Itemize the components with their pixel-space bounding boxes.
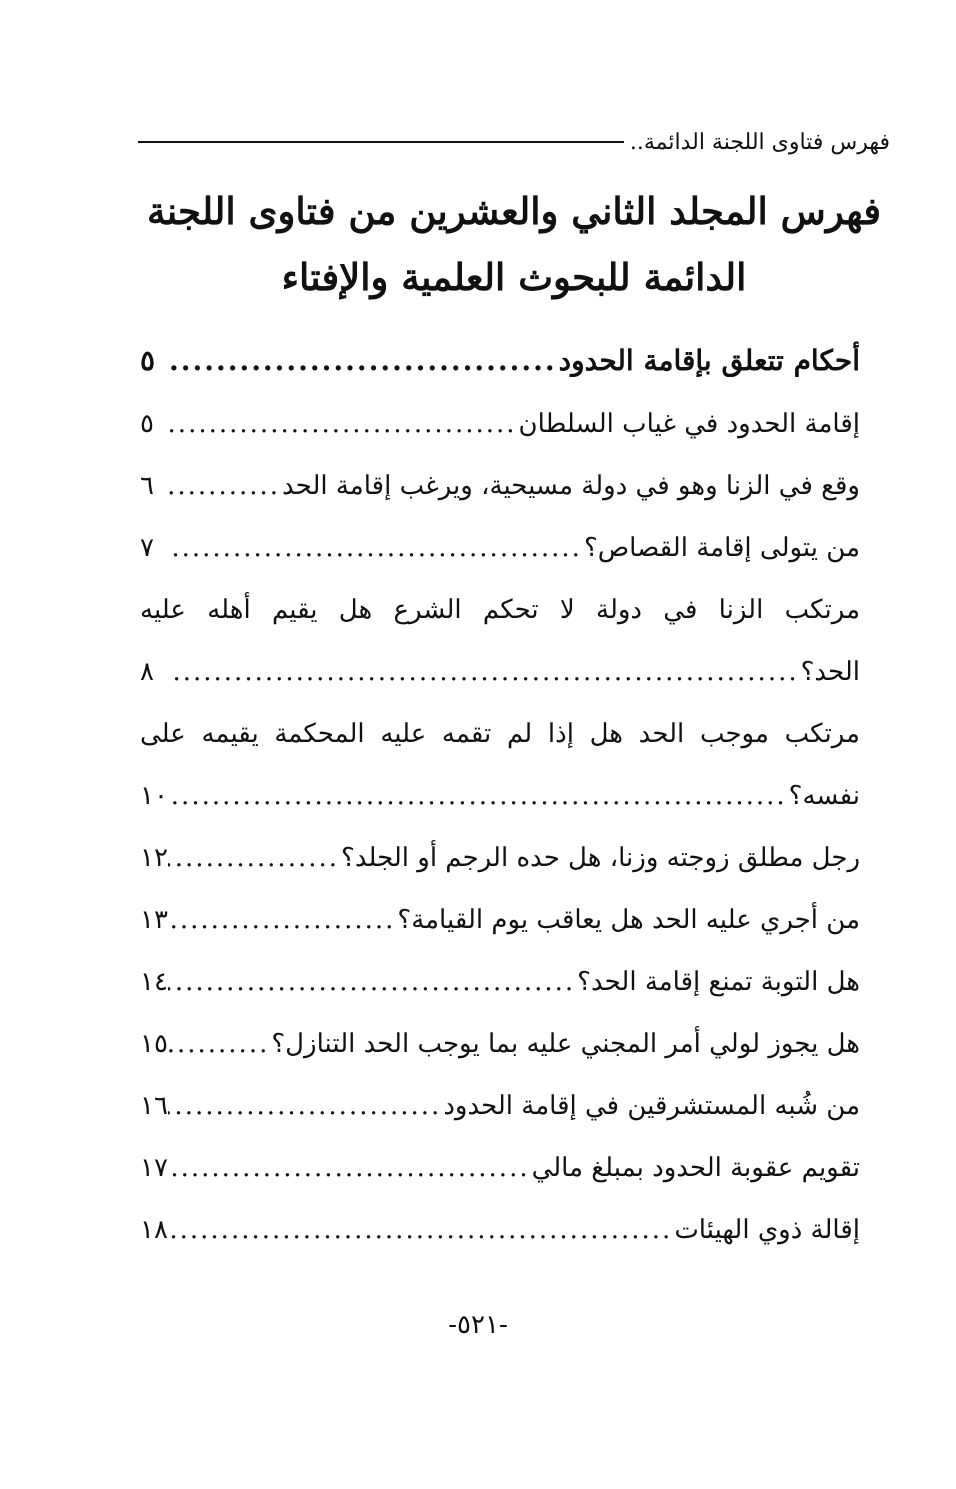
toc-page-number: ١٨ [140, 1215, 168, 1245]
dot-leader [168, 533, 584, 563]
dot-leader [168, 967, 577, 997]
dot-leader [168, 905, 397, 935]
toc-entry-text: من شُبه المستشرقين في إقامة الحدود [443, 1091, 860, 1121]
toc-entry-text: أحكام تتعلق بإقامة الحدود [558, 344, 860, 377]
toc-page-number: ١٠ [140, 781, 168, 811]
running-header-text: فهرس فتاوى اللجنة الدائمة.. [629, 129, 890, 155]
dot-leader [168, 344, 559, 377]
toc-entry-text: رجل مطلق زوجته وزنا، هل حده الرجم أو الجلد؟ [341, 843, 860, 873]
toc-page-number: ٥ [140, 409, 154, 439]
toc-entry-text: مرتكب موجب الحد هل إذا لم تقمه عليه المحكمة يقيمه على [140, 719, 860, 749]
table-of-contents [140, 315, 860, 1245]
toc-entry-text: إقامة الحدود في غياب السلطان [518, 409, 860, 439]
dot-leader [168, 1091, 443, 1121]
dot-leader [168, 1029, 271, 1059]
dot-leader [168, 1215, 674, 1245]
toc-entry-text: مرتكب الزنا في دولة لا تحكم الشرع هل يقيم أهله عليه [140, 595, 860, 625]
running-header-rule [138, 141, 624, 143]
toc-page-number: ١٣ [140, 905, 168, 935]
index-title [138, 178, 890, 310]
toc-page-number: ٦ [140, 471, 154, 501]
toc-page-number: ١٧ [140, 1153, 168, 1183]
toc-entry-first-line [140, 687, 860, 749]
toc-entry-text: تقويم عقوبة الحدود بمبلغ مالي [531, 1153, 860, 1183]
dot-leader [168, 657, 801, 687]
toc-page-number: ١٦ [140, 1091, 168, 1121]
toc-page-number: ٧ [140, 533, 154, 563]
index-title-line-2: الدائمة للبحوث العلمية والإفتاء [281, 255, 747, 299]
dot-leader [168, 471, 282, 501]
toc-entry-text: وقع في الزنا وهو في دولة مسيحية، ويرغب إقامة الحد [282, 471, 860, 501]
dot-leader [168, 409, 519, 439]
toc-entry [140, 997, 860, 1059]
dot-leader [168, 843, 341, 873]
toc-page-number: ١٢ [140, 843, 168, 873]
dot-leader [168, 1153, 532, 1183]
toc-entry [140, 1059, 860, 1121]
toc-entry-text: من أجري عليه الحد هل يعاقب يوم القيامة؟ [397, 905, 860, 935]
toc-entry-continuation [140, 625, 860, 687]
toc-entry [140, 1121, 860, 1183]
running-header [138, 122, 890, 162]
dot-leader [168, 781, 789, 811]
toc-entry-text: الحد؟ [800, 657, 860, 687]
index-title-line-1: فهرس المجلد الثاني والعشرين من فتاوى اللجنة [146, 189, 882, 233]
page-number-footer: -٥٢١- [448, 1310, 508, 1340]
toc-entry [140, 377, 860, 439]
toc-entry-text: إقالة ذوي الهيئات [674, 1215, 860, 1245]
toc-entry-first-line [140, 563, 860, 625]
toc-entry [140, 439, 860, 501]
toc-page-number: ١٥ [140, 1029, 168, 1059]
toc-page-number: ٥ [140, 344, 156, 377]
toc-section-heading [140, 315, 860, 377]
toc-entry-text: نفسه؟ [788, 781, 860, 811]
toc-entry [140, 873, 860, 935]
toc-entry [140, 935, 860, 997]
toc-page-number: ٨ [140, 657, 154, 687]
toc-entry-text: هل التوبة تمنع إقامة الحد؟ [577, 967, 860, 997]
toc-entry-text: هل يجوز لولي أمر المجني عليه بما يوجب الحد التنازل؟ [271, 1029, 860, 1059]
toc-entry [140, 811, 860, 873]
toc-entry-continuation [140, 749, 860, 811]
toc-entry-text: من يتولى إقامة القصاص؟ [583, 533, 860, 563]
toc-entry [140, 501, 860, 563]
toc-page-number: ١٤ [140, 967, 168, 997]
toc-entry [140, 1183, 860, 1245]
